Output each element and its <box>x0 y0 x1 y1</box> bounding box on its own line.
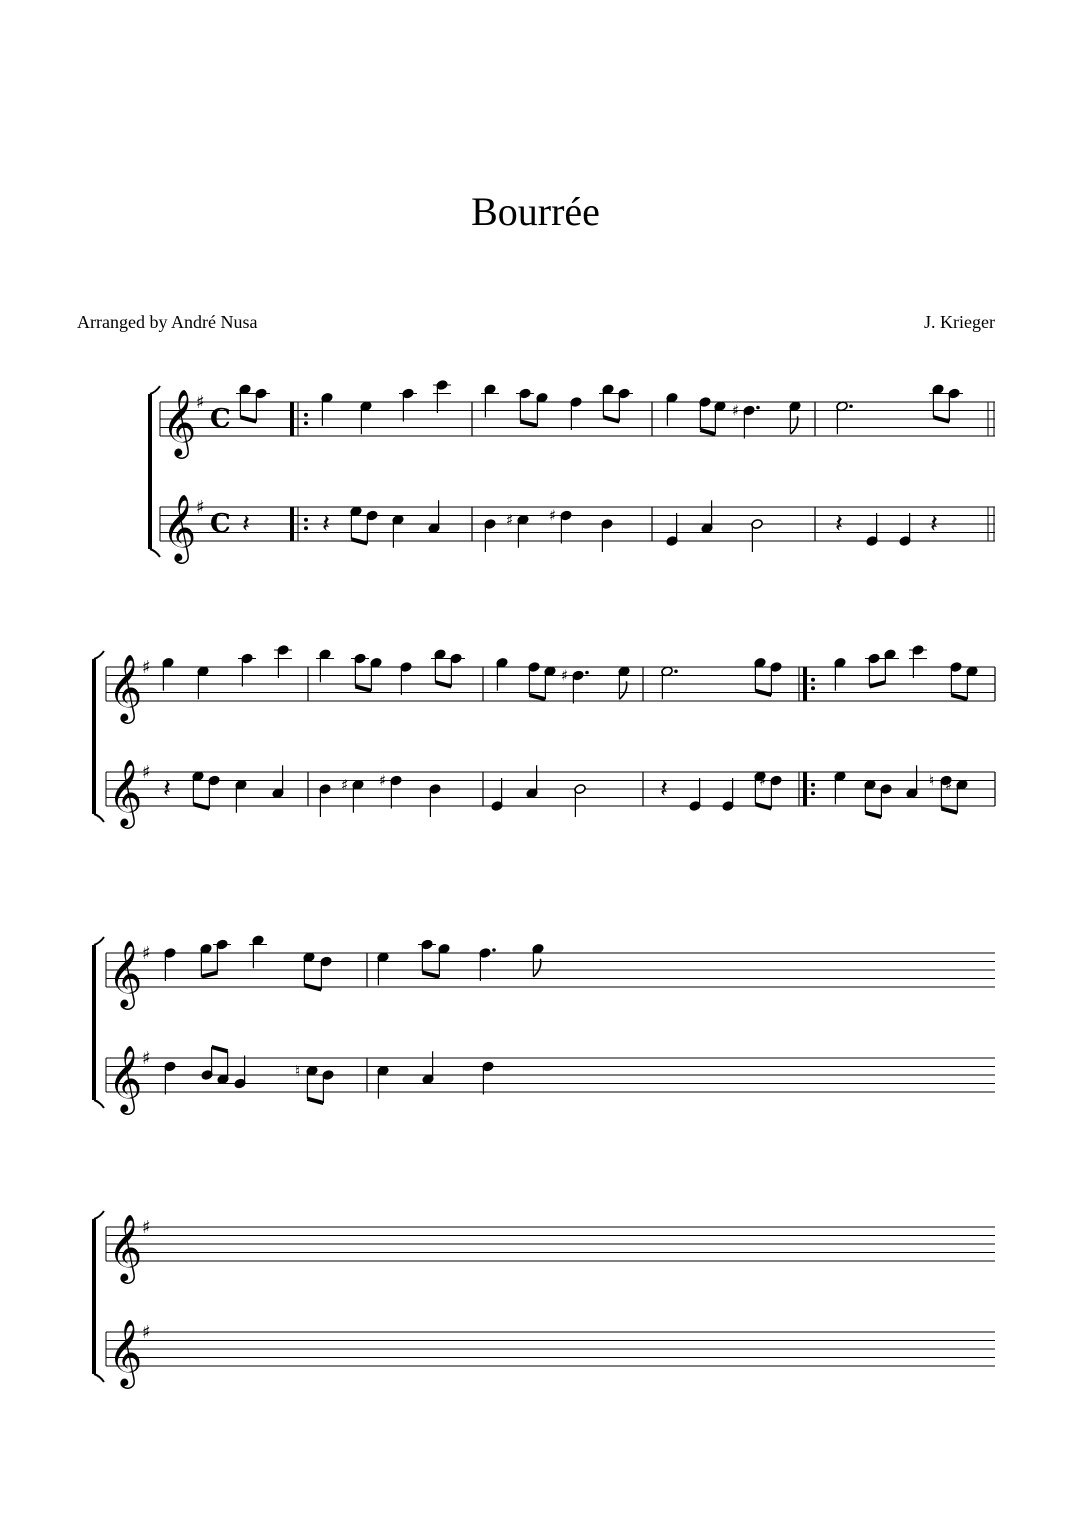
bracket-cap <box>150 549 160 557</box>
beam <box>193 804 209 808</box>
bracket-cap <box>94 1100 104 1108</box>
repeat-dot <box>304 518 308 522</box>
treble-clef: 𝄞 <box>108 1318 143 1386</box>
beam <box>201 973 217 977</box>
beam <box>304 985 321 989</box>
beam <box>307 1099 323 1103</box>
accidental: ♯ <box>945 775 953 794</box>
repeat-dot <box>811 686 815 690</box>
bracket-cap <box>94 1211 104 1219</box>
beam <box>951 695 967 699</box>
time-signature: C <box>210 404 231 434</box>
treble-clef: 𝄞 <box>108 1044 143 1112</box>
beam <box>865 813 881 817</box>
composer-credit: J. Krieger <box>924 312 995 332</box>
accidental: ♯ <box>561 666 569 685</box>
key-signature-sharp: ♯ <box>142 1048 151 1069</box>
repeat-dot <box>304 526 308 530</box>
page-title: Bourrée <box>471 189 600 234</box>
key-signature-sharp: ♯ <box>196 497 205 518</box>
bracket-cap <box>94 814 104 822</box>
beam <box>240 417 256 421</box>
key-signature-sharp: ♯ <box>142 1217 151 1238</box>
quarter-rest: 𝄽 <box>835 509 843 539</box>
repeat-dot <box>304 413 308 417</box>
bracket-cap <box>94 1374 104 1382</box>
bracket-cap <box>94 651 104 659</box>
treble-clef: 𝄞 <box>108 1213 143 1281</box>
accidental: ♮ <box>295 1061 301 1080</box>
beam <box>520 422 537 426</box>
time-signature: C <box>210 509 231 539</box>
accidental: ♯ <box>759 771 767 790</box>
beam <box>941 809 957 813</box>
key-signature-sharp: ♯ <box>142 943 151 964</box>
treble-clef: 𝄞 <box>108 939 143 1007</box>
arranger-credit: Arranged by André Nusa <box>77 312 258 332</box>
bracket-cap <box>94 937 104 945</box>
repeat-dot <box>811 783 815 787</box>
beam <box>700 430 715 434</box>
beam <box>529 695 545 699</box>
dot <box>849 404 853 408</box>
beam <box>933 417 949 421</box>
key-signature-sharp: ♯ <box>142 1322 151 1343</box>
accidental: ♯ <box>732 401 740 420</box>
accidental: ♯ <box>549 506 557 525</box>
beam <box>355 687 371 691</box>
quarter-rest: 𝄽 <box>242 509 250 539</box>
repeat-dot <box>811 678 815 682</box>
dot <box>492 948 496 952</box>
bracket-cap <box>150 386 160 394</box>
dot <box>674 669 678 673</box>
dot <box>756 406 760 410</box>
quarter-rest: 𝄽 <box>163 774 171 804</box>
beam <box>422 973 439 977</box>
beam <box>212 1047 228 1051</box>
key-signature-sharp: ♯ <box>142 657 151 678</box>
beam <box>435 682 451 686</box>
beam <box>755 804 771 808</box>
beam <box>603 417 619 421</box>
quarter-rest: 𝄽 <box>930 509 938 539</box>
accidental: ♯ <box>341 775 349 794</box>
quarter-rest: 𝄽 <box>322 509 330 539</box>
key-signature-sharp: ♯ <box>196 392 205 413</box>
treble-clef: 𝄞 <box>108 758 143 826</box>
beam <box>869 682 885 686</box>
key-signature-sharp: ♯ <box>142 762 151 783</box>
dot <box>585 671 589 675</box>
accidental: ♮ <box>929 771 935 790</box>
treble-clef: 𝄞 <box>108 653 143 721</box>
repeat-dot <box>304 421 308 425</box>
accidental: ♯ <box>379 771 387 790</box>
beam <box>755 691 771 695</box>
quarter-rest: 𝄽 <box>660 774 668 804</box>
treble-clef: 𝄞 <box>162 388 197 456</box>
treble-clef: 𝄞 <box>162 493 197 561</box>
accidental: ♯ <box>506 510 514 529</box>
repeat-dot <box>811 791 815 795</box>
beam <box>351 539 367 543</box>
